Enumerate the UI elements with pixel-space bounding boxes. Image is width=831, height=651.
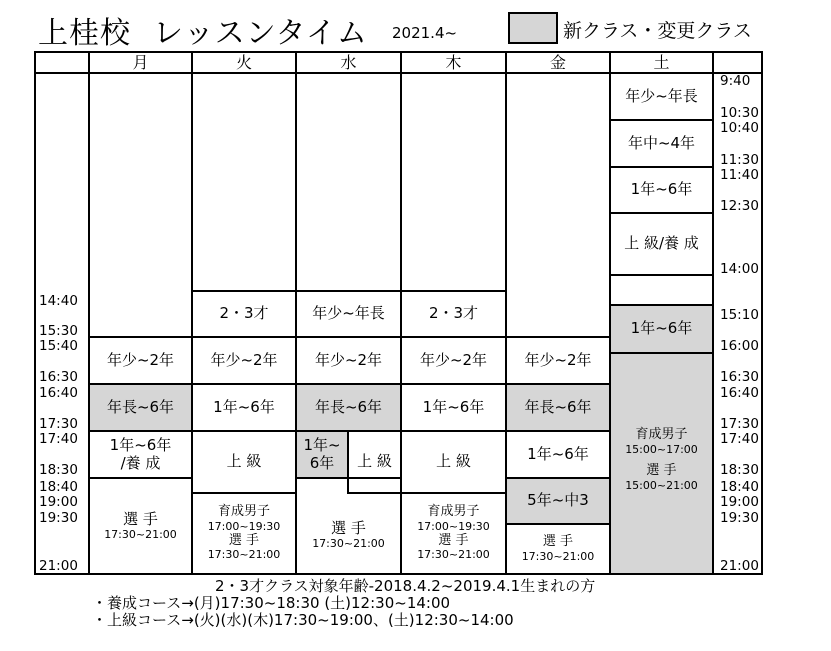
class-label: 年少~年長 [312,304,385,323]
class-label: 1年~ [303,436,341,455]
class-time: 17:00~19:30 [417,520,490,534]
time-label: 14:00 [720,261,759,277]
time-label: 19:00 [39,494,78,510]
class-time: 15:00~17:00 [625,442,698,456]
class-cell [295,430,349,479]
class-cell [191,492,297,575]
class-label: 5年~中3 [527,491,589,510]
class-time: 17:30~21:00 [417,548,490,562]
class-label: 1年~6年 [630,180,693,199]
time-label: 19:30 [39,510,78,526]
class-cell [400,383,507,432]
class-label: 育成男子 [217,504,270,520]
class-cell [609,166,714,214]
time-label: 16:40 [720,385,759,401]
class-label: 1年~6年 [213,397,275,416]
class-cell [295,336,402,385]
class-cell [609,119,714,168]
class-time: 15:00~21:00 [625,479,698,493]
time-label: 9:40 [720,73,751,89]
class-label: 6年 [309,453,335,472]
class-cell [505,523,611,575]
day-mon: 月 [132,53,149,72]
class-label: 上 級/養 成 [624,234,699,253]
class-label: 育成男子 [427,504,480,520]
time-label: 10:30 [720,105,759,121]
class-time: 17:30~21:00 [312,537,385,551]
class-label: 育成男子 [635,427,688,442]
class-label: 年少~年長 [625,86,698,105]
time-label: 17:40 [39,431,78,447]
time-label: 11:30 [720,152,759,168]
class-time: 17:30~21:00 [207,548,281,562]
time-label: 15:40 [39,338,78,354]
course-note: ・養成コース→(月)17:30~18:30 (土)12:30~14:00 [92,594,451,612]
class-label: 1年~6年 [109,436,172,455]
class-label: 年長~6年 [524,397,592,416]
class-label: 選 手 [542,533,574,549]
time-label: 17:30 [720,416,759,432]
page-title [38,8,368,52]
time-label: 15:30 [39,323,78,339]
class-cell [505,477,611,525]
class-cell [505,383,611,432]
time-label: 11:40 [720,167,759,183]
time-label: 12:30 [720,198,759,214]
time-label: 16:00 [720,338,759,354]
schedule-title: レッスンタイム [153,16,368,51]
class-time: 17:00~19:30 [207,520,281,534]
time-label: 18:40 [720,479,759,495]
class-label: 年少~2年 [314,350,383,369]
class-cell [505,336,611,385]
class-label: 選 手 [123,509,158,528]
class-label: 上 級 [436,452,471,471]
class-cell [295,383,402,432]
class-label: 年少~2年 [419,350,488,369]
class-cell [609,304,714,354]
time-label: 16:40 [39,385,78,401]
day-wed: 水 [340,53,357,72]
class-label: 1年~6年 [630,319,693,338]
class-cell [400,336,507,385]
class-label: 上 級 [226,452,262,471]
class-cell [400,430,507,494]
class-label: 選 手 [331,518,366,537]
class-cell [400,290,507,338]
class-label: 2・3才 [219,304,269,323]
class-label: 上 級 [357,452,392,471]
class-cell [295,477,402,575]
class-label: 1年~6年 [422,397,485,416]
class-cell [505,430,611,479]
time-label: 14:40 [39,293,78,309]
class-cell [609,72,714,121]
class-cell [191,290,297,338]
day-fri: 金 [549,53,566,72]
class-label: 年長~6年 [314,397,383,416]
class-label: /養 成 [120,453,161,472]
class-time: 17:30~21:00 [104,528,177,542]
class-cell [609,212,714,276]
class-cell [191,383,297,432]
age-note: 2・3才クラス対象年齢-2018.4.2~2019.4.1生まれの方 [215,577,596,595]
time-label: 18:30 [39,462,78,478]
time-label: 21:00 [39,558,78,574]
day-tue: 火 [235,53,252,72]
time-label: 17:40 [720,431,759,447]
start-date: 2021.4~ [392,24,458,42]
class-cell [295,290,402,338]
class-label: 選 手 [646,463,677,479]
time-label: 15:10 [720,307,759,323]
day-sat: 土 [653,53,670,72]
time-label: 17:30 [39,416,78,432]
class-label: 選 手 [438,532,469,548]
class-label: 年長~6年 [106,397,175,416]
time-label: 10:40 [720,120,759,136]
legend-label: 新クラス・変更クラス [563,20,752,42]
class-label: 2・3才 [428,304,479,323]
school-name: 上桂校 [38,16,131,51]
class-cell [88,383,193,432]
class-label: 年少~2年 [106,350,175,369]
time-label: 21:00 [720,558,759,574]
time-label: 19:30 [720,510,759,526]
class-cell [88,477,193,575]
time-label: 18:40 [39,479,78,495]
class-label: 選 手 [228,532,260,548]
class-cell [88,336,193,385]
class-cell [191,336,297,385]
legend-swatch [508,12,558,44]
class-label: 年中~4年 [627,133,696,152]
time-label: 16:30 [39,369,78,385]
class-label: 1年~6年 [527,444,589,463]
time-label: 16:30 [720,369,759,385]
class-label: 年少~2年 [210,350,278,369]
class-cell [400,492,507,575]
time-label: 18:30 [720,462,759,478]
class-label: 年少~2年 [524,350,592,369]
day-thu: 木 [445,53,462,72]
class-cell [609,352,714,575]
course-note: ・上級コース→(火)(水)(木)17:30~19:00、(土)12:30~14:00 [92,611,514,629]
class-time: 17:30~21:00 [521,549,595,563]
time-label: 19:00 [720,494,759,510]
class-cell [88,430,193,479]
class-cell [609,274,714,306]
class-cell [191,430,297,494]
